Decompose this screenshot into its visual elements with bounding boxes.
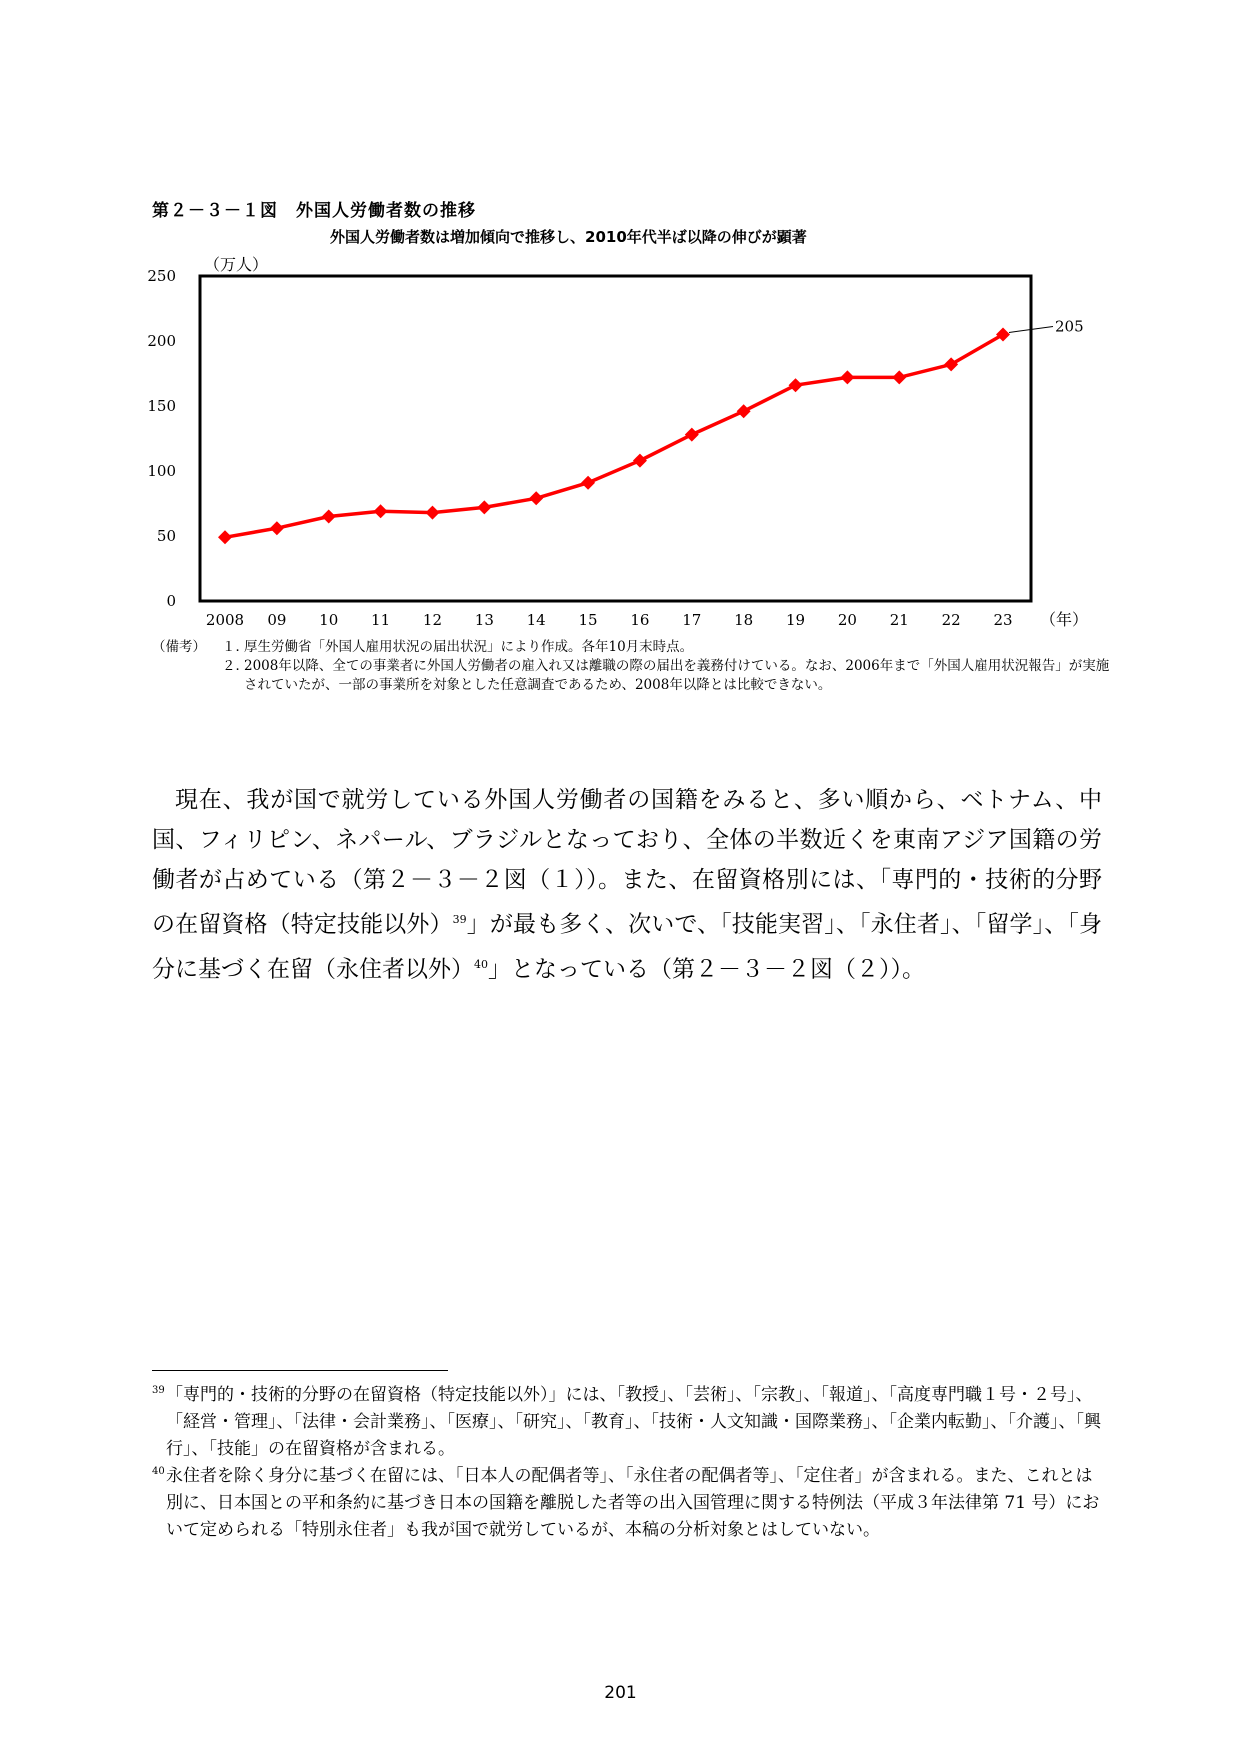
line-chart bbox=[0, 0, 1241, 640]
footnote-ref: 39 bbox=[452, 913, 467, 926]
x-axis-unit-label: （年） bbox=[1040, 610, 1089, 629]
x-tick-label: 19 bbox=[785, 611, 806, 629]
body-paragraph bbox=[152, 780, 1102, 989]
x-tick-label: 22 bbox=[941, 611, 961, 629]
data-point-marker bbox=[374, 504, 388, 518]
data-point-marker bbox=[633, 454, 647, 468]
y-tick-label: 150 bbox=[147, 397, 176, 415]
data-point-marker bbox=[789, 378, 803, 392]
series-points bbox=[218, 328, 1010, 545]
series-line bbox=[225, 335, 1003, 538]
y-tick-label: 50 bbox=[156, 527, 176, 545]
data-point-marker bbox=[996, 328, 1010, 342]
x-tick-label: 17 bbox=[682, 611, 702, 629]
page-number: 201 bbox=[604, 1683, 637, 1703]
notes-prefix: （備考） bbox=[152, 639, 206, 655]
x-tick-label: 14 bbox=[526, 611, 546, 629]
y-tick-label: 100 bbox=[147, 462, 176, 480]
x-tick-label: 16 bbox=[630, 611, 650, 629]
footnote bbox=[152, 1382, 1107, 1463]
footnote-text: 「専門的・技術的分野の在留資格（特定技能以外）」には、「教授」、「芸術」、「宗教」、「報道」、「高度専門職１号・２号」、「経営・管理」、「法律・会計業務」、「医療」、「研究」、「教育」、「技術・人文知識・国際業務」、「企業内転勤」、「介護」、「興行」、「技能」の在留資格が含まれる。 bbox=[166, 1385, 1101, 1459]
x-tick-label: 18 bbox=[734, 611, 754, 629]
note-text: 2008年以降、全ての事業者に外国人労働者の雇入れ又は離職の際の届出を義務付けている。なお、2006年まで「外国人雇用状況報告」が実施されていたが、一部の事業所を対象とした任意調査であるため、2008年以降とは比較できない。 bbox=[244, 658, 1110, 693]
y-tick-label: 200 bbox=[147, 332, 176, 350]
data-point-marker bbox=[581, 476, 595, 490]
footnote-mark: 40 bbox=[152, 1466, 165, 1477]
x-tick-labels bbox=[206, 611, 1013, 629]
x-tick-label: 20 bbox=[837, 611, 857, 629]
note-number: ２． bbox=[222, 658, 249, 674]
note-item bbox=[152, 657, 1112, 695]
footnote-text: 永住者を除く身分に基づく在留には、「日本人の配偶者等」、「永住者の配偶者等」、「定住者」が含まれる。また、これとは別に、日本国との平和条約に基づき日本の国籍を離脱した者等の出入国管理に関する特例法（平成３年法律第 71 号）において定められる「特別永住者」も我が国で就労しているが、本稿の分析対象とはしていない。 bbox=[166, 1466, 1100, 1540]
body-text-part: 現在、我が国で就労している外国人労働者の国籍をみると、多い順から、ベトナム、中国、フィリピン、ネパール、ブラジルとなっており、全体の半数近くを東南アジア国籍の労働者が占めている（第２－３－２図（１））。また、在留資格別には、「専門的・技術的分野の在留資格（特定技能以外） bbox=[152, 787, 1102, 938]
data-point-marker bbox=[477, 500, 491, 514]
figure-subtitle: 外国人労働者数は増加傾向で推移し、2010年代半ば以降の伸びが顕著 bbox=[330, 228, 807, 246]
footnote-ref: 40 bbox=[474, 957, 488, 971]
y-tick-label: 250 bbox=[147, 267, 176, 285]
note-text: 厚生労働省「外国人雇用状況の届出状況」により作成。各年10月末時点。 bbox=[244, 639, 694, 655]
note-item bbox=[152, 638, 1112, 657]
data-point-marker bbox=[218, 530, 232, 544]
x-tick-label: 2008 bbox=[205, 611, 245, 629]
x-tick-label: 09 bbox=[267, 611, 287, 629]
data-point-marker bbox=[685, 428, 699, 442]
footnote-mark: 39 bbox=[152, 1385, 165, 1396]
footnote bbox=[152, 1463, 1107, 1544]
x-tick-label: 12 bbox=[422, 611, 443, 629]
note-number: １． bbox=[222, 639, 249, 655]
data-point-marker bbox=[944, 357, 958, 371]
y-tick-labels bbox=[147, 267, 176, 610]
data-point-marker bbox=[529, 491, 543, 505]
x-tick-label: 21 bbox=[889, 611, 909, 629]
y-axis-unit-label: （万人） bbox=[204, 255, 269, 274]
data-point-marker bbox=[425, 506, 439, 520]
footnote-divider bbox=[152, 1370, 448, 1371]
plot-frame bbox=[200, 276, 1031, 601]
data-point-marker bbox=[892, 370, 906, 384]
x-tick-label: 15 bbox=[578, 611, 598, 629]
y-tick-label: 0 bbox=[166, 592, 176, 610]
figure-title: 第２－３－１図 外国人労働者数の推移 bbox=[152, 201, 476, 221]
body-text-part: 」が最も多く、次いで、「技能実習」、「永住者」、「留学」、「身分に基づく在留（永住者以外） bbox=[152, 911, 1102, 983]
x-tick-label: 23 bbox=[993, 611, 1013, 629]
annotation-label: 205 bbox=[1055, 317, 1084, 336]
data-point-marker bbox=[270, 521, 284, 535]
x-tick-label: 13 bbox=[474, 611, 494, 629]
data-point-marker bbox=[840, 370, 854, 384]
data-point-marker bbox=[737, 404, 751, 418]
x-tick-label: 10 bbox=[319, 611, 339, 629]
figure-notes bbox=[152, 638, 1112, 695]
footnotes bbox=[152, 1382, 1107, 1544]
x-tick-label: 11 bbox=[371, 611, 391, 629]
body-text-part: 」となっている（第２－３－２図（２））。 bbox=[488, 956, 925, 983]
data-point-marker bbox=[322, 510, 336, 524]
